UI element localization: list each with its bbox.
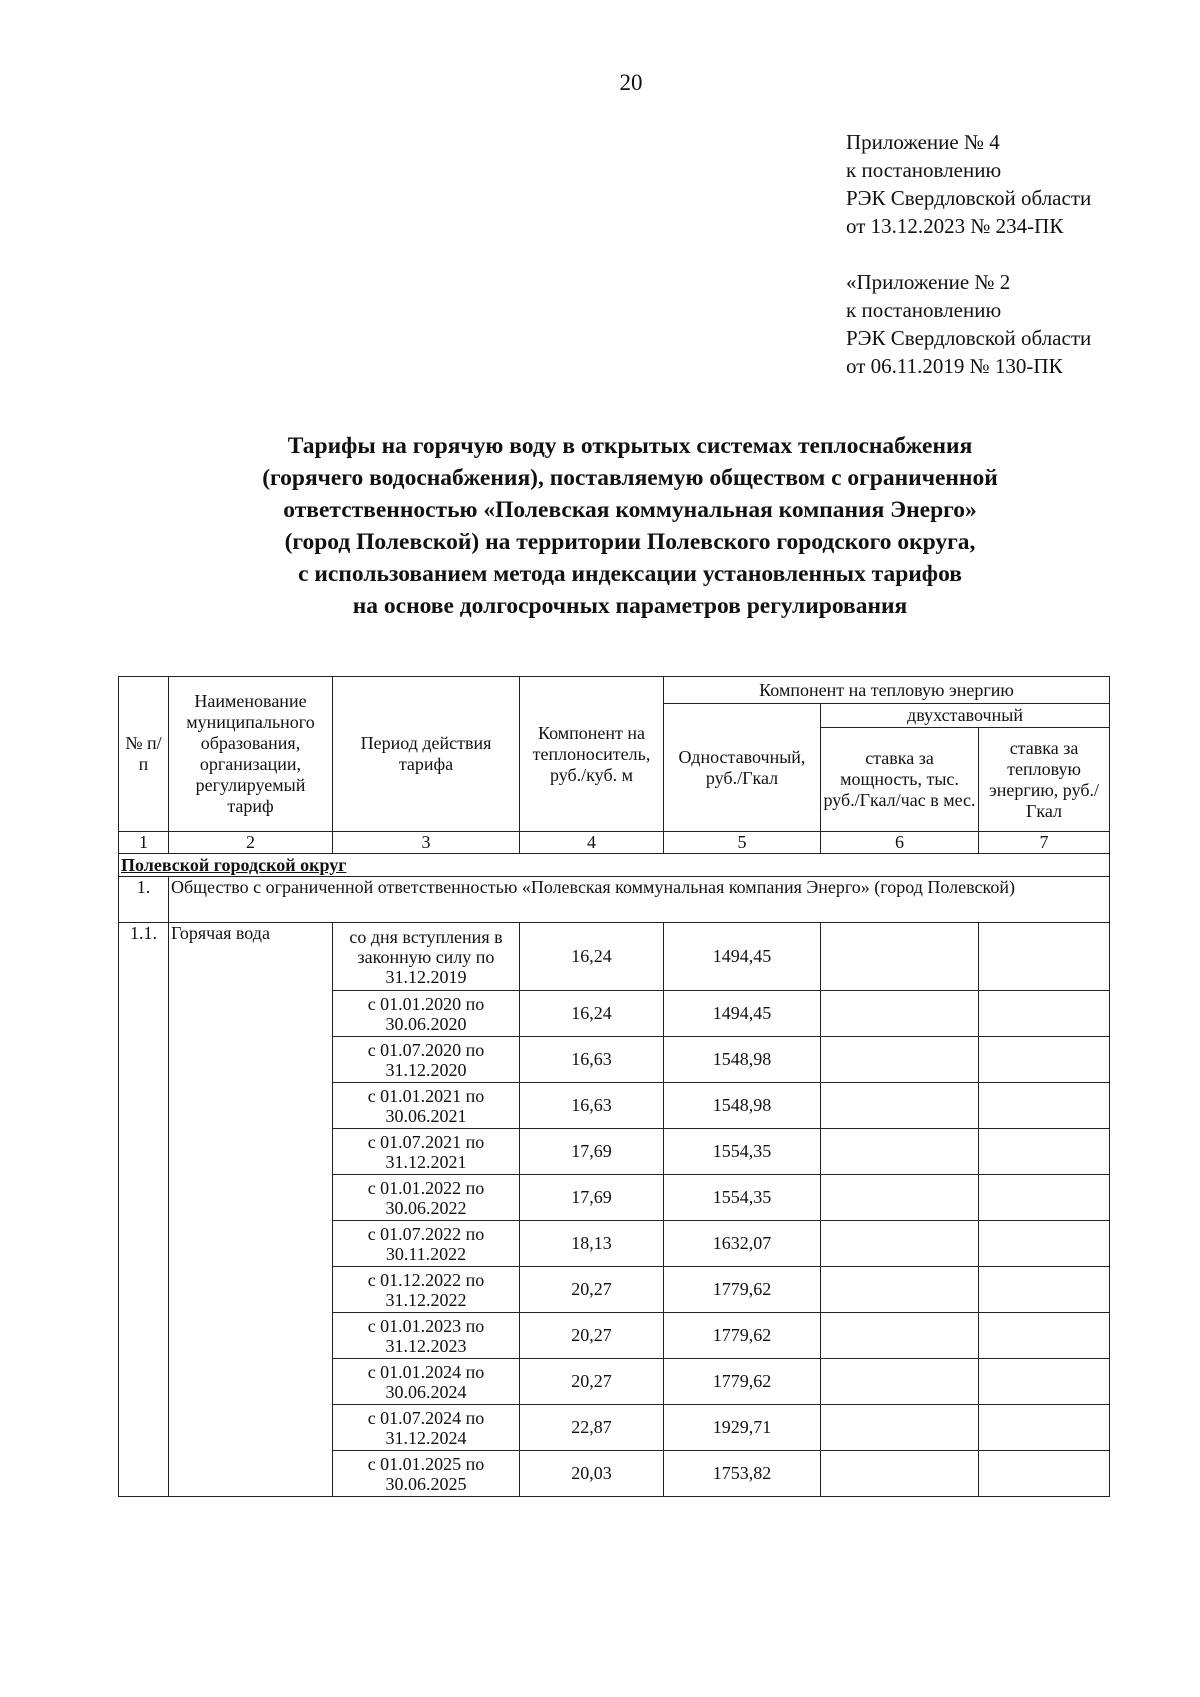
energy-rate-cell [979, 1451, 1110, 1497]
tariff-period: с 01.01.2023 по 31.12.2023 [333, 1313, 520, 1359]
annex-current-line: Приложение № 4 [846, 130, 1000, 154]
annex-current [846, 128, 1091, 240]
column-number: 3 [333, 832, 520, 854]
energy-rate-cell [979, 1405, 1110, 1451]
document-title [150, 430, 1110, 622]
tariff-period: с 01.01.2022 по 30.06.2022 [333, 1175, 520, 1221]
tariff-table [118, 676, 1110, 1497]
carrier-component: 20,27 [520, 1313, 664, 1359]
item-number: 1.1. [119, 923, 169, 1497]
tariff-period: с 01.01.2021 по 30.06.2021 [333, 1083, 520, 1129]
header-num: № п/п [119, 677, 169, 832]
annex-previous-line: от 06.11.2019 № 130-ПК [846, 354, 1063, 378]
single-rate: 1554,35 [664, 1175, 821, 1221]
header-single-rate: Одноставочный, руб./Гкал [664, 704, 821, 832]
single-rate: 1548,98 [664, 1083, 821, 1129]
energy-rate-cell [979, 1359, 1110, 1405]
tariff-period: с 01.01.2025 по 30.06.2025 [333, 1451, 520, 1497]
header-energy-rate: ставка за тепловую энергию, руб./Гкал [979, 728, 1110, 832]
single-rate: 1929,71 [664, 1405, 821, 1451]
single-rate: 1753,82 [664, 1451, 821, 1497]
header-carrier: Компонент на теплоноситель, руб./куб. м [520, 677, 664, 832]
single-rate: 1554,35 [664, 1129, 821, 1175]
energy-rate-cell [979, 1267, 1110, 1313]
capacity-rate-cell [821, 923, 979, 991]
column-number: 1 [119, 832, 169, 854]
carrier-component: 20,27 [520, 1267, 664, 1313]
carrier-component: 18,13 [520, 1221, 664, 1267]
tariff-row [119, 923, 1110, 991]
title-line: (город Полевской) на территории Полевского городского округа, [284, 529, 976, 555]
title-line: ответственностью «Полевская коммунальная компания Энерго» [283, 497, 977, 523]
title-line: на основе долгосрочных параметров регулирования [352, 593, 908, 619]
title-line: (горячего водоснабжения), поставляемую обществом с ограниченной [262, 465, 998, 491]
energy-rate-cell [979, 1129, 1110, 1175]
column-number: 7 [979, 832, 1110, 854]
single-rate: 1779,62 [664, 1313, 821, 1359]
capacity-rate-cell [821, 1313, 979, 1359]
tariff-period: с 01.07.2020 по 31.12.2020 [333, 1037, 520, 1083]
annex-previous-line: к постановлению [846, 298, 1002, 322]
capacity-rate-cell [821, 1267, 979, 1313]
header-period: Период действия тарифа [333, 677, 520, 832]
energy-rate-cell [979, 991, 1110, 1037]
single-rate: 1779,62 [664, 1359, 821, 1405]
carrier-component: 17,69 [520, 1175, 664, 1221]
carrier-component: 22,87 [520, 1405, 664, 1451]
capacity-rate-cell [821, 1175, 979, 1221]
tariff-period: с 01.07.2021 по 31.12.2021 [333, 1129, 520, 1175]
item-name: Горячая вода [169, 923, 333, 1497]
energy-rate-cell [979, 1175, 1110, 1221]
carrier-component: 16,24 [520, 923, 664, 991]
capacity-rate-cell [821, 1451, 979, 1497]
tariff-period: с 01.07.2022 по 30.11.2022 [333, 1221, 520, 1267]
carrier-component: 20,27 [520, 1359, 664, 1405]
district-name: Полевской городской округ [119, 854, 1110, 877]
header-name: Наименование муниципального образования, организации, регулируемый тариф [169, 677, 333, 832]
single-rate: 1494,45 [664, 991, 821, 1037]
capacity-rate-cell [821, 1405, 979, 1451]
tariff-period: с 01.01.2020 по 30.06.2020 [333, 991, 520, 1037]
carrier-component: 16,63 [520, 1037, 664, 1083]
capacity-rate-cell [821, 1359, 979, 1405]
carrier-component: 20,03 [520, 1451, 664, 1497]
column-number: 6 [821, 832, 979, 854]
page-number: 20 [619, 70, 643, 95]
tariff-period: с 01.12.2022 по 31.12.2022 [333, 1267, 520, 1313]
single-rate: 1632,07 [664, 1221, 821, 1267]
energy-rate-cell [979, 923, 1110, 991]
annex-previous-line: «Приложение № 2 [846, 270, 1011, 294]
capacity-rate-cell [821, 991, 979, 1037]
column-number: 4 [520, 832, 664, 854]
carrier-component: 17,69 [520, 1129, 664, 1175]
header-two-rate: двухставочный [821, 704, 1110, 728]
annex-current-line: РЭК Свердловской области [846, 186, 1092, 210]
annex-current-line: от 13.12.2023 № 234-ПК [846, 214, 1064, 238]
capacity-rate-cell [821, 1129, 979, 1175]
carrier-component: 16,63 [520, 1083, 664, 1129]
column-number: 2 [169, 832, 333, 854]
header-thermal-group: Компонент на тепловую энергию [664, 677, 1110, 704]
org-name: Общество с ограниченной ответственностью «Полевская коммунальная компания Энерго» (город Полевской) [169, 877, 1110, 923]
energy-rate-cell [979, 1221, 1110, 1267]
annex-previous [846, 268, 1091, 380]
carrier-component: 16,24 [520, 991, 664, 1037]
single-rate: 1548,98 [664, 1037, 821, 1083]
capacity-rate-cell [821, 1037, 979, 1083]
annex-current-line: к постановлению [846, 158, 1002, 182]
annex-previous-line: РЭК Свердловской области [846, 326, 1092, 350]
org-number: 1. [119, 877, 169, 923]
single-rate: 1494,45 [664, 923, 821, 991]
tariff-period: со дня вступления в законную силу по 31.12.2019 [333, 923, 520, 991]
title-line: Тарифы на горячую воду в открытых системах теплоснабжения [287, 433, 973, 459]
column-number: 5 [664, 832, 821, 854]
capacity-rate-cell [821, 1221, 979, 1267]
tariff-period: с 01.01.2024 по 30.06.2024 [333, 1359, 520, 1405]
energy-rate-cell [979, 1313, 1110, 1359]
title-line: с использованием метода индексации установленных тарифов [298, 561, 962, 587]
header-capacity-rate: ставка за мощность, тыс. руб./Гкал/час в мес. [821, 728, 979, 832]
capacity-rate-cell [821, 1083, 979, 1129]
energy-rate-cell [979, 1083, 1110, 1129]
energy-rate-cell [979, 1037, 1110, 1083]
tariff-period: с 01.07.2024 по 31.12.2024 [333, 1405, 520, 1451]
single-rate: 1779,62 [664, 1267, 821, 1313]
